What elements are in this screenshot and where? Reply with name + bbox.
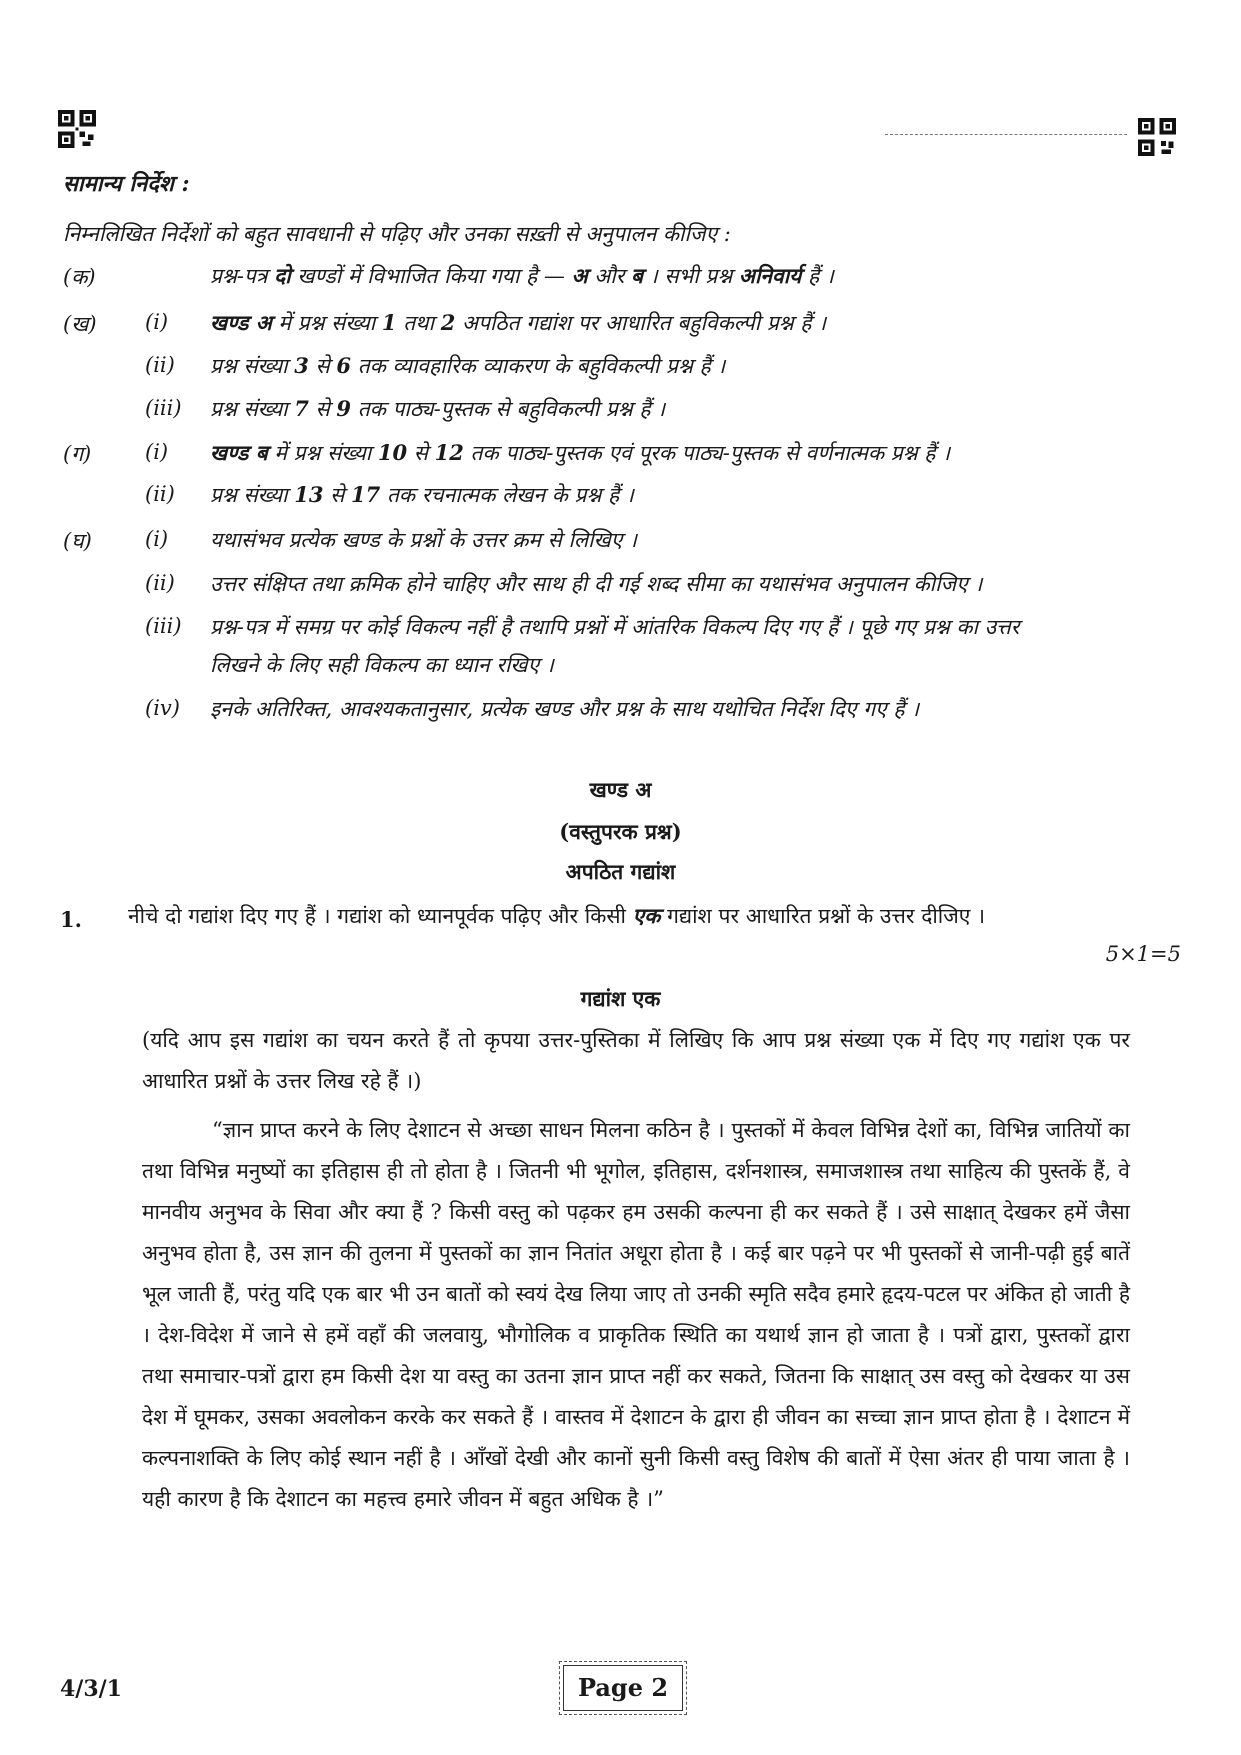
instruction-label-ga: (ग) (63, 442, 92, 466)
general-instructions-title: सामान्य निर्देश : (63, 171, 190, 197)
section-subtitle: अपठित गद्यांश (565, 859, 676, 884)
instruction-gha-ii: उत्तर संक्षिप्त तथा क्रमिक होने चाहिए और साथ ही दी गई शब्द सीमा का यथासंभव अनुपालन कीजिए । (210, 572, 983, 596)
instruction-gha-iii-line1: प्रश्न-पत्र में समग्र पर कोई विकल्प नहीं है तथापि प्रश्नों में आंतरिक विकल्प दिए गए हैं । पूछे गए प्रश्न का उत्तर (210, 615, 1020, 639)
page-number: Page 2 (563, 1665, 683, 1711)
question-1-text: नीचे दो गद्यांश दिए गए हैं । गद्यांश को ध्यानपूर्वक पढ़िए और किसी एक गद्यांश पर आधारित प्रश्नों के उत्तर दीजिए । (128, 903, 986, 928)
instruction-label-ka: (क) (63, 265, 96, 289)
instruction-kha-ii-num: (ii) (145, 353, 175, 377)
instruction-kha-iii: प्रश्न संख्या 7 से 9 तक पाठ्य-पुस्तक से बहुविकल्पी प्रश्न हैं । (210, 396, 666, 421)
passage-title: गद्यांश एक (580, 986, 661, 1011)
instruction-gha-iv-num: (iv) (145, 696, 180, 720)
instruction-ga-ii: प्रश्न संख्या 13 से 17 तक रचनात्मक लेखन के प्रश्न हैं । (210, 482, 634, 507)
instruction-kha-i: खण्ड अ में प्रश्न संख्या 1 तथा 2 अपठित गद्यांश पर आधारित बहुविकल्पी प्रश्न हैं । (210, 310, 827, 335)
question-number: 1. (60, 907, 82, 932)
instruction-ga-i-num: (i) (145, 440, 169, 464)
header-dashed-line (885, 134, 1127, 135)
instruction-gha-i-num: (i) (145, 527, 169, 551)
instruction-gha-ii-num: (ii) (145, 571, 175, 595)
instruction-gha-iii-line2: लिखने के लिए सही विकल्प का ध्यान रखिए । (210, 653, 554, 677)
instruction-kha-ii: प्रश्न संख्या 3 से 6 तक व्यावहारिक व्याकरण के बहुविकल्पी प्रश्न हैं । (210, 353, 726, 378)
passage-note: (यदि आप इस गद्यांश का चयन करते हैं तो कृपया उत्तर-पुस्तिका में लिखिए कि आप प्रश्न संख्या एक में दिए गए गद्यांश एक पर आधारित प्रश्नों के उत्तर लिख रहे हैं ।) (142, 1028, 1130, 1093)
qr-code-right (1138, 118, 1176, 156)
instruction-gha-iv: इनके अतिरिक्त, आवश्यकतानुसार, प्रत्येक खण्ड और प्रश्न के साथ यथोचित निर्देश दिए गए हैं । (210, 697, 920, 721)
qr-code-left (58, 110, 96, 148)
instruction-ga-ii-num: (ii) (145, 482, 175, 506)
instruction-ka: प्रश्न-पत्र दो खण्डों में विभाजित किया गया है — अ और ब । सभी प्रश्न अनिवार्य हैं । (210, 263, 834, 288)
section-type: (वस्तुपरक प्रश्न) (559, 819, 682, 844)
instruction-label-kha: (ख) (63, 312, 97, 336)
question-marks: 5×1=5 (1105, 942, 1181, 966)
instruction-kha-i-num: (i) (145, 310, 169, 334)
instruction-gha-iii-num: (iii) (145, 614, 182, 638)
instruction-ga-i: खण्ड ब में प्रश्न संख्या 10 से 12 तक पाठ्य-पुस्तक एवं पूरक पाठ्य-पुस्तक से वर्णनात्मक प्रश्न हैं । (210, 440, 951, 465)
instruction-gha-i: यथासंभव प्रत्येक खण्ड के प्रश्नों के उत्तर क्रम से लिखिए । (210, 528, 638, 552)
instruction-label-gha: (घ) (63, 529, 92, 553)
instruction-kha-iii-num: (iii) (145, 396, 182, 420)
passage-body: “ज्ञान प्राप्त करने के लिए देशाटन से अच्छा साधन मिलना कठिन है । पुस्तकों में केवल विभिन्न देशों का, विभिन्न जातियों का तथा विभिन्न मनुष्यों का इतिहास ही तो होता है । जितनी भी भूगोल, इतिहास, दर्शनशास्त्र, समाजशास्त्र तथा साहित्य की पुस्तकें हैं, वे मानवीय अनुभव के सिवा और क्या हैं ? किसी वस्तु को पढ़कर हम उसकी कल्पना ही कर सकते हैं । उसे साक्षात् देखकर हमें जैसा अनुभव होता है, उस ज्ञान की तुलना में पुस्तकों का ज्ञान नितांत अधूरा होता है । कई बार पढ़ने पर भी पुस्तकों से जानी-पढ़ी हुई बातें भूल जाती हैं, परंतु यदि एक बार भी उन बातों को स्वयं देख लिया जाए तो उनकी स्मृति सदैव हमारे हृदय-पटल पर अंकित हो जाती है । देश-विदेश में जाने से हमें वहाँ की जलवायु, भौगोलिक व प्राकृतिक स्थिति का यथार्थ ज्ञान हो जाता है । पत्रों द्वारा, पुस्तकों द्वारा तथा समाचार-पत्रों द्वारा हम किसी देश या वस्तु का उतना ज्ञान प्राप्त नहीं कर सकते, जितना कि साक्षात् उस वस्तु को देखकर या उस देश में घूमकर, उसका अवलोकन करके कर सकते हैं । वास्तव में देशाटन के द्वारा ही जीवन का सच्चा ज्ञान प्राप्त होता है । देशाटन में कल्पनाशक्ति के लिए कोई स्थान नहीं है । आँखों देखी और कानों सुनी किसी वस्तु विशेष की बातों में ऐसा अंतर ही पाया जाता है । यही कारण है कि देशाटन का महत्त्व हमारे जीवन में बहुत अधिक है ।” (142, 1118, 1130, 1511)
paper-code: 4/3/1 (60, 1676, 122, 1702)
section-name: खण्ड अ (589, 777, 652, 802)
instructions-intro: निम्नलिखित निर्देशों को बहुत सावधानी से पढ़िए और उनका सख़्ती से अनुपालन कीजिए : (63, 222, 731, 246)
